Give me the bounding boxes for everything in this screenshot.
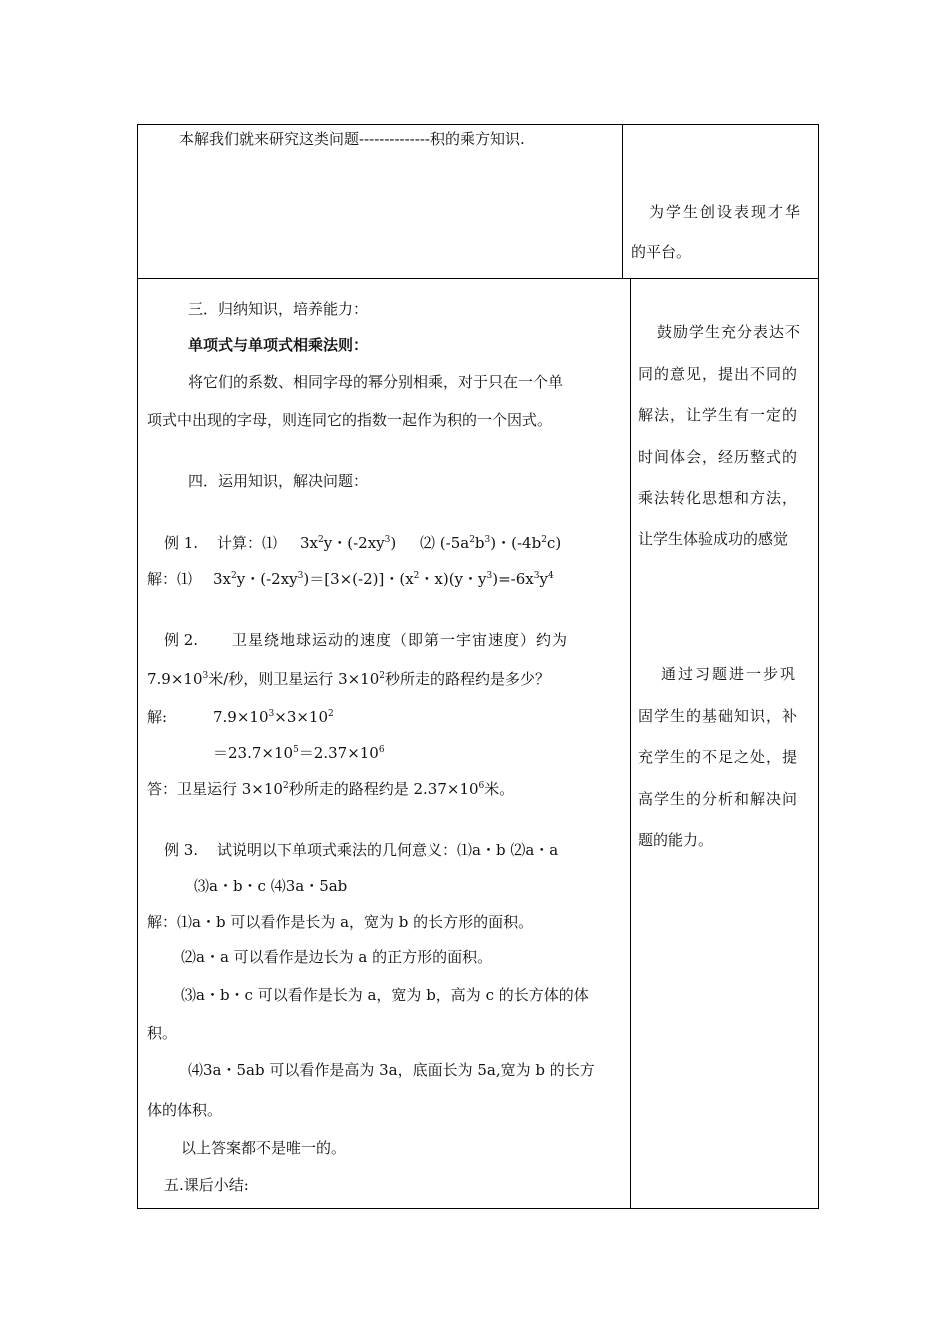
note2-line: 题的能力。 — [638, 831, 714, 849]
rule-title: 单项式与单项式相乘法则： — [188, 336, 369, 354]
note2-line: 高学生的分析和解决问 — [638, 790, 799, 808]
rule-line2: 项式中出现的字母，则连同它的指数一起作为积的一个因式。 — [147, 411, 553, 429]
example2-line2: $7.9\times 10^3$米/秒，则卫星运行 $3\times 10^2$秒所走的路程约是多少？ — [147, 670, 551, 688]
row1-main-text: 本解我们就来研究这类问题--------------积的乘方知识. — [179, 130, 525, 148]
section3-heading: 三．归纳知识，培养能力： — [188, 300, 369, 318]
row-divider — [137, 278, 819, 279]
example2-solution-label: 解: — [147, 708, 168, 726]
example2-solution-step1: $7.9\times 10^3\times 3\times 10^2$ — [213, 708, 334, 726]
example3-solution3b: 积。 — [147, 1024, 178, 1042]
example1-label: 例 1. — [164, 534, 199, 552]
example3-line2: ⑶a・b・c ⑷3a・5ab — [194, 877, 348, 895]
example2-label: 例 2. — [164, 631, 199, 649]
example3-solution3a: ⑶a・b・c 可以看作是长为 a，宽为 b，高为 c 的长方体的体 — [181, 986, 589, 1004]
note1-line: 同的意见，提出不同的 — [638, 365, 799, 383]
note1-line: 时间体会，经历整式的 — [638, 448, 799, 466]
example3-solution4b: 体的体积。 — [147, 1101, 223, 1119]
example3-solution2: ⑵a・a 可以看作是边长为 a 的正方形的面积。 — [181, 948, 493, 966]
example1-expr1: $3x^2y$・$(-2xy^3)$ — [300, 534, 397, 552]
example1-solution: $3x^2y$・$(-2xy^3)=[3\times(-2)]$・($x^2$・x)(y・$y^3)=-6x^3y^4$ — [213, 570, 554, 588]
row1-note-line1: 为学生创设表现才华 — [649, 203, 803, 221]
section5-heading: 五.课后小结: — [164, 1176, 249, 1194]
example1-calc-label: 计算：⑴ — [217, 534, 278, 552]
note1-line: 鼓励学生充分表达不 — [657, 323, 802, 341]
note1-line: 让学生体验成功的感觉 — [638, 530, 789, 548]
section4-heading: 四．运用知识，解决问题： — [188, 472, 369, 490]
note1-line: 解法，让学生有一定的 — [638, 406, 799, 424]
note2-line: 充学生的不足之处，提 — [638, 748, 799, 766]
note2-line: 通过习题进一步巩 — [661, 665, 798, 683]
example2-text: 卫星绕地球运动的速度（即第一宇宙速度）约为 — [232, 631, 569, 649]
note2-line: 固学生的基础知识，补 — [638, 707, 799, 725]
row1-note-line2: 的平台。 — [631, 243, 692, 261]
example1-solution-label: 解：⑴ — [147, 570, 193, 588]
example3-text: 试说明以下单项式乘法的几何意义：⑴a・b ⑵a・a — [217, 841, 559, 859]
example3-label: 例 3. — [164, 841, 199, 859]
example1-expr2: ⑵ $(-5a^2b^3)$・$(-4b^2c)$ — [420, 534, 562, 552]
row1-column-divider — [622, 124, 623, 278]
example3-solution1: 解：⑴a・b 可以看作是长为 a，宽为 b 的长方形的面积。 — [147, 913, 534, 931]
row2-column-divider — [630, 278, 631, 1209]
note1-line: 乘法转化思想和方法， — [638, 489, 799, 507]
example2-solution-step2: $=23.7\times 10^5=2.37\times 10^6$ — [213, 744, 385, 762]
rule-line1: 将它们的系数、相同字母的幂分别相乘，对于只在一个单 — [188, 373, 564, 391]
example2-answer: 答：卫星运行 $3\times 10^2$秒所走的路程约是 $2.37\times 10^6$米。 — [147, 780, 515, 798]
not-unique-note: 以上答案都不是唯一的。 — [181, 1139, 347, 1157]
example3-solution4a: ⑷3a・5ab 可以看作是高为 3a，底面长为 5a,宽为 b 的长方 — [188, 1061, 595, 1079]
